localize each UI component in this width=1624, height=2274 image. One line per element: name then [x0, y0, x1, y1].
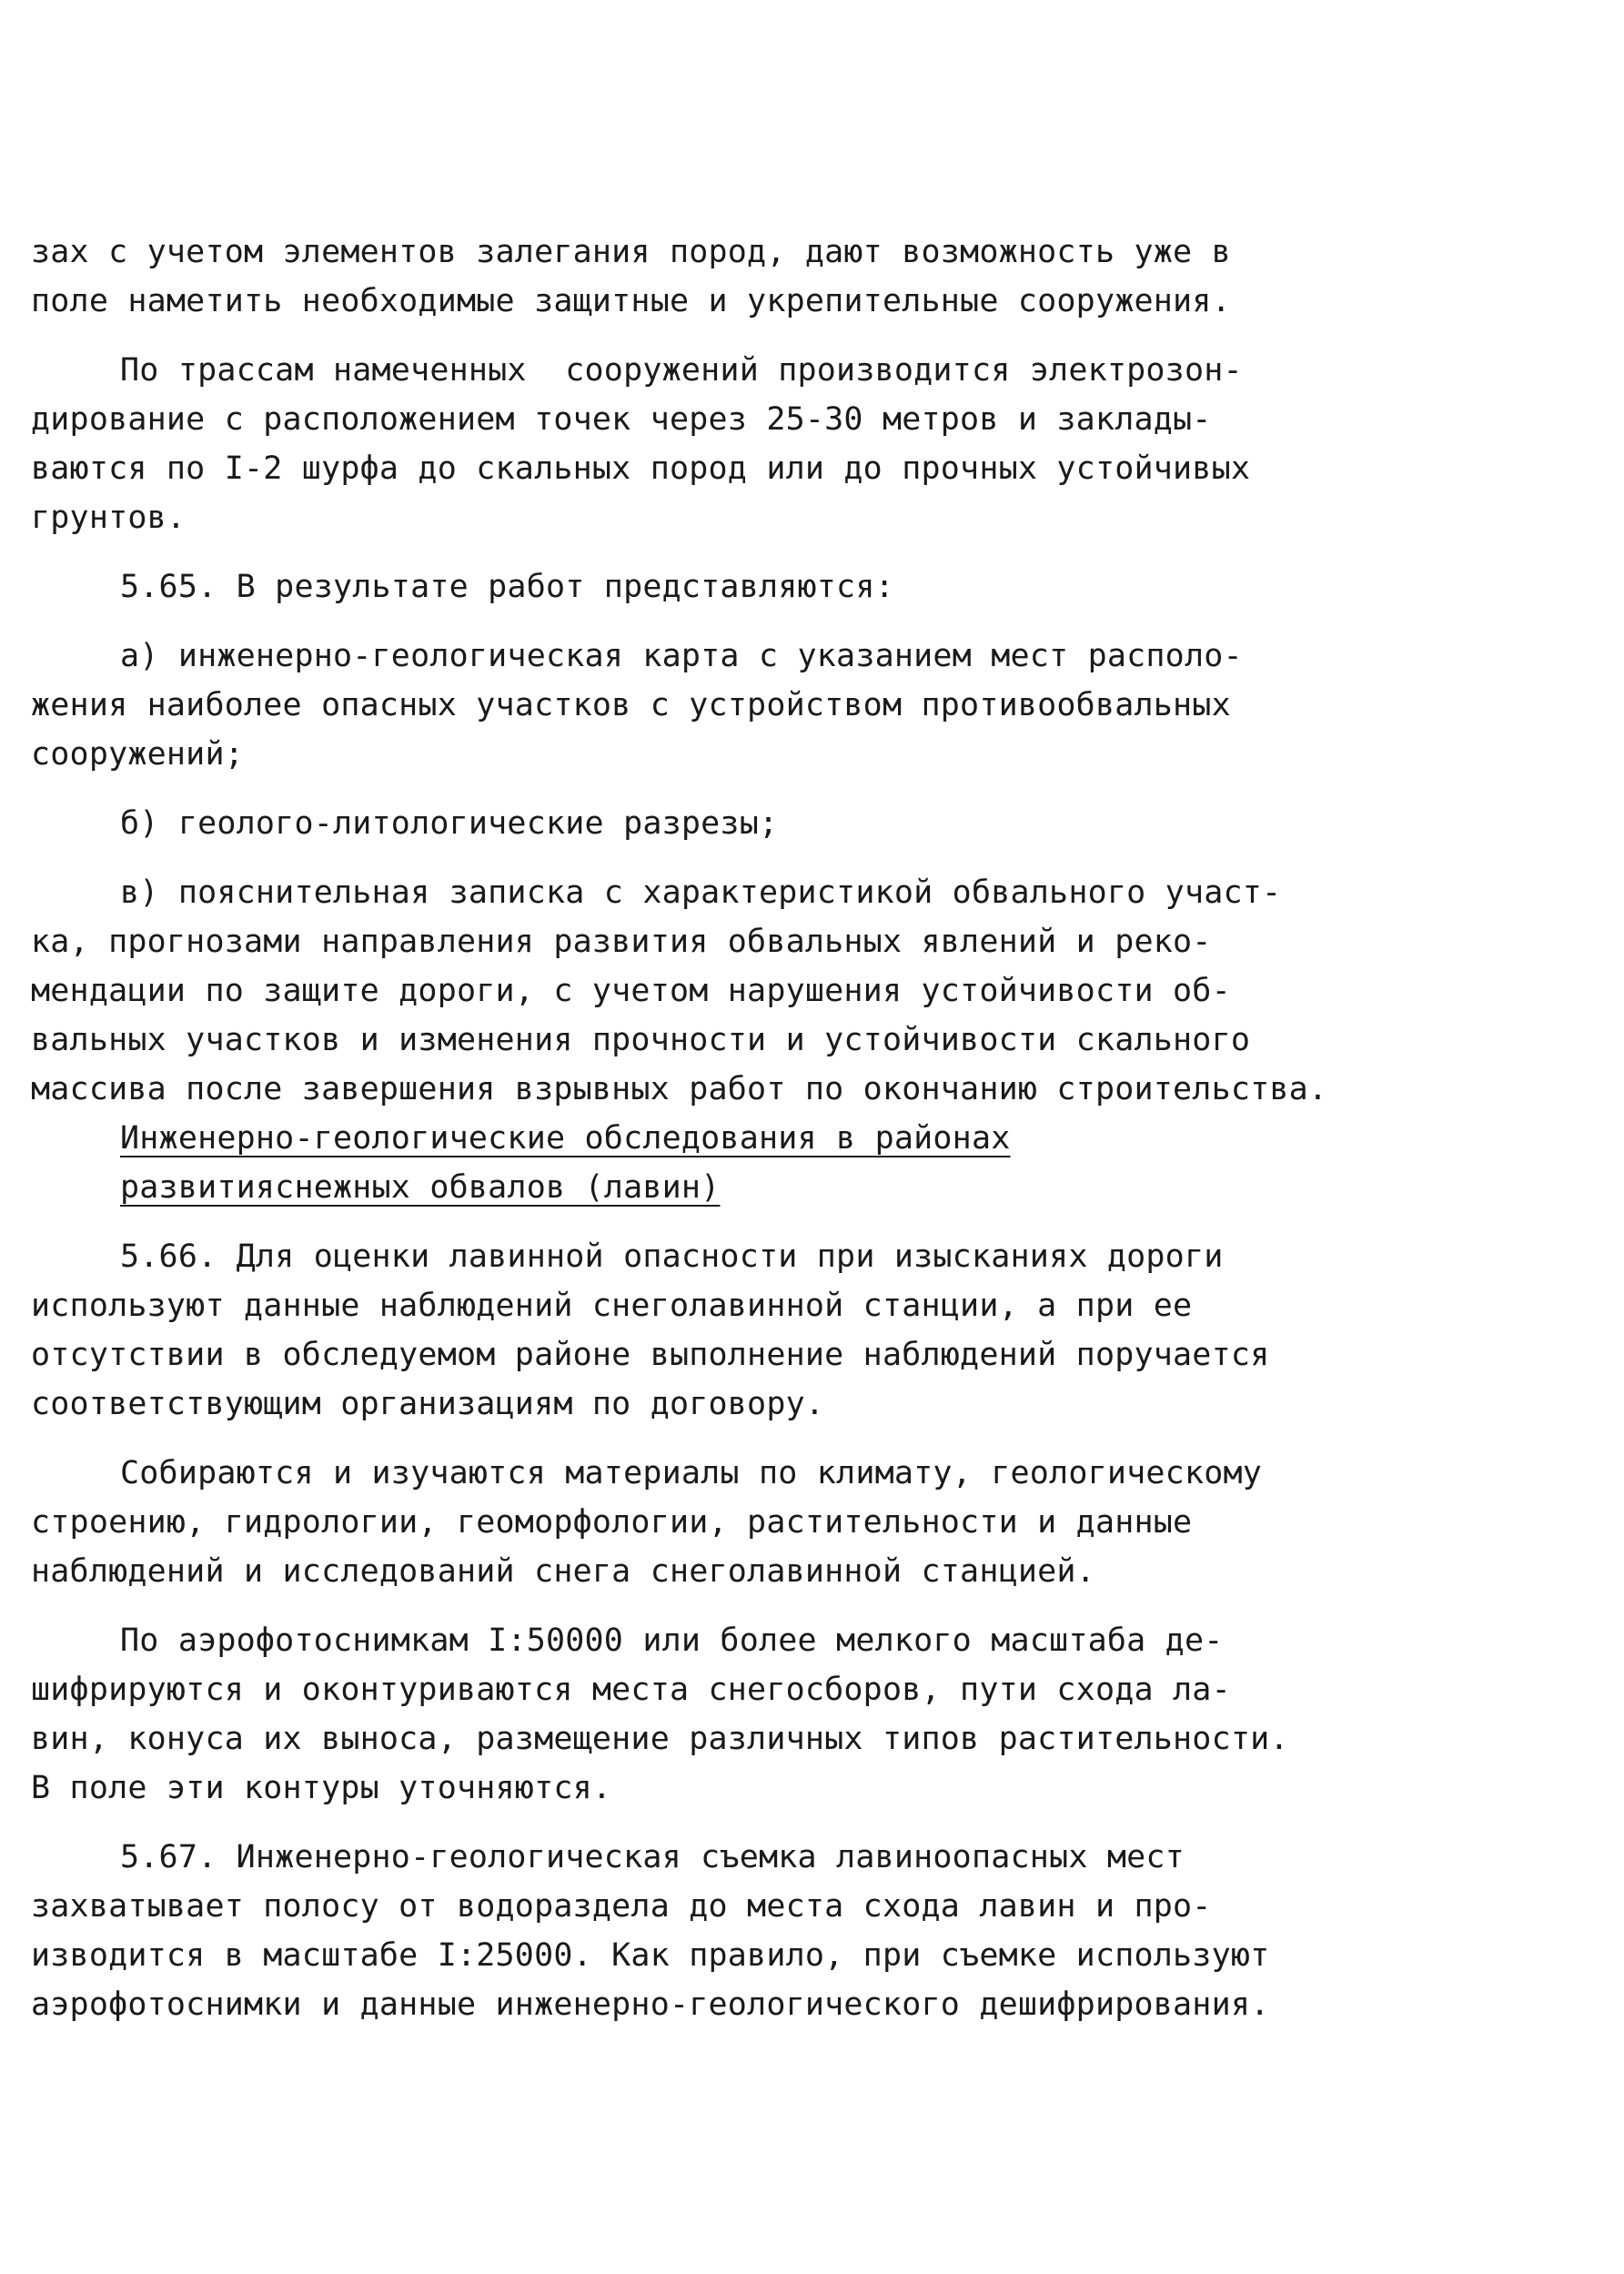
text-line: 5.66. Для оценки лавинной опасности при изысканиях дороги: [120, 1238, 1224, 1275]
paragraph-sobirayutsya: [31, 1449, 1341, 1596]
document-body: [31, 227, 1341, 2029]
paragraph-continuation: [31, 227, 1341, 326]
text-line: По аэрофотоснимкам I:50000 или более мелкого масштаба де-: [120, 1622, 1224, 1659]
text-line: наблюдений и исследований снега снеголавинной станцией.: [31, 1553, 1095, 1590]
text-line: б) геолого-литологические разрезы;: [120, 805, 779, 842]
text-line: поле наметить необходимые защитные и укрепительные сооружения.: [31, 283, 1231, 319]
text-line: По трассам намеченных сооружений производится электрозон-: [120, 352, 1243, 389]
text-line: сооружений;: [31, 736, 244, 773]
paragraph-item-v: [31, 868, 1341, 1114]
section-heading: [31, 1114, 1341, 1212]
paragraph-5-66: [31, 1232, 1341, 1429]
text-line: шифрируются и оконтуриваются места снегосборов, пути схода ла-: [31, 1672, 1231, 1708]
heading-line: [31, 1114, 1341, 1163]
text-line: В поле эти контуры уточняются.: [31, 1770, 612, 1806]
text-line: Собираются и изучаются материалы по климату, геологическому: [120, 1455, 1263, 1491]
text-line: 5.65. В результате работ представляются:: [120, 569, 894, 605]
text-line: используют данные наблюдений снеголавинной станции, а при ее: [31, 1288, 1193, 1324]
paragraph-5-65: [31, 562, 1341, 611]
text-line: ка, прогнозами направления развития обвальных явлений и реко-: [31, 924, 1212, 960]
text-line: в) пояснительная записка с характеристикой обвального участ-: [120, 874, 1282, 911]
text-line: 5.67. Инженерно-геологическая съемка лавиноопасных мест: [120, 1839, 1185, 1875]
text-line: ваются по I-2 шурфа до скальных пород или до прочных устойчивых: [31, 450, 1251, 487]
heading-line: [31, 1163, 1341, 1212]
text-line: захватывает полосу от водораздела до места схода лавин и про-: [31, 1888, 1212, 1925]
text-line: изводится в масштабе I:25000. Как правило, при съемке используют: [31, 1937, 1270, 1974]
text-line: аэрофотоснимки и данные инженерно-геологического дешифрирования.: [31, 1986, 1270, 2023]
text-line: отсутствии в обследуемом районе выполнение наблюдений поручается: [31, 1337, 1270, 1373]
text-line: массива после завершения взрывных работ по окончанию строительства.: [31, 1071, 1328, 1107]
text-line: грунтов.: [31, 500, 187, 536]
text-line: вин, конуса их выноса, размещение различных типов растительности.: [31, 1721, 1289, 1757]
paragraph-item-a: [31, 632, 1341, 779]
text-line: жения наиболее опасных участков с устройством противообвальных: [31, 687, 1231, 723]
paragraph-5-67: [31, 1833, 1341, 2029]
text-line: а) инженерно-геологическая карта с указанием мест располо-: [120, 638, 1243, 674]
text-line: зах с учетом элементов залегания пород, дают возможность уже в: [31, 234, 1231, 270]
heading-text: развитияснежных обвалов (лавин): [120, 1169, 721, 1206]
text-line: дирование с расположением точек через 25-30 метров и заклады-: [31, 401, 1212, 438]
heading-text: Инженерно-геологические обследования в районах: [120, 1120, 1011, 1157]
text-line: строению, гидрологии, геоморфологии, растительности и данные: [31, 1504, 1193, 1541]
text-line: вальных участков и изменения прочности и устойчивости скального: [31, 1022, 1251, 1058]
paragraph-aerofoto: [31, 1616, 1341, 1813]
paragraph-trassy: [31, 346, 1341, 542]
text-line: соответствующим организациям по договору.: [31, 1386, 825, 1422]
text-line: мендации по защите дороги, с учетом нарушения устойчивости об-: [31, 973, 1231, 1009]
paragraph-item-b: [31, 799, 1341, 848]
